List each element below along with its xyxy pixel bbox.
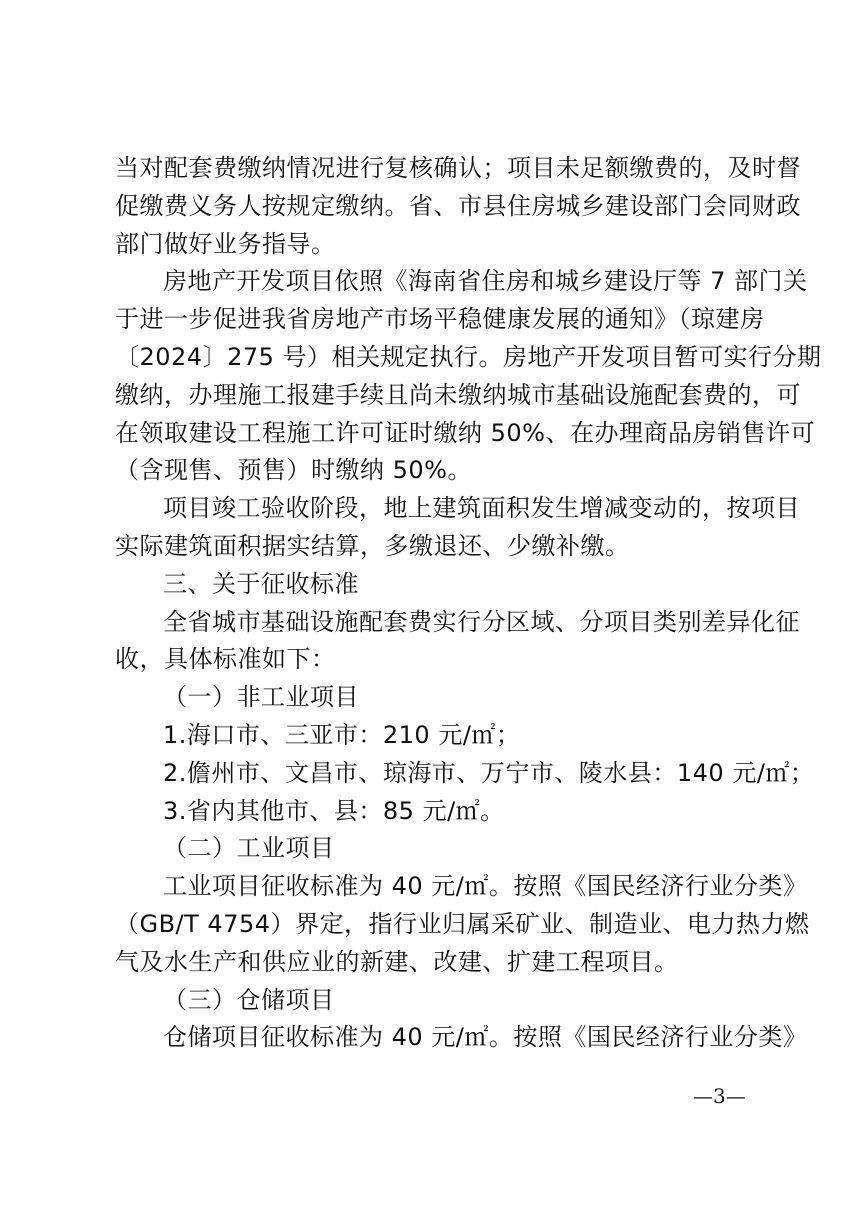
text-line: 于进一步促进我省房地产市场平稳健康发展的通知》（琼建房 xyxy=(115,305,765,334)
text-line: （二）工业项目 xyxy=(163,834,335,863)
text-line: 工业项目征收标准为 40 元/㎡。按照《国民经济行业分类》 xyxy=(163,872,808,901)
text-line: 全省城市基础设施配套费实行分区域、分项目类别差异化征 xyxy=(163,607,800,636)
text-line: 缴纳，办理施工报建手续且尚未缴纳城市基础设施配套费的，可 xyxy=(115,380,801,409)
text-line: 实际建筑面积据实结算，多缴退还、少缴补缴。 xyxy=(115,531,630,560)
text-line: （含现售、预售）时缴纳 50%。 xyxy=(115,456,472,485)
text-line: 促缴费义务人按规定缴纳。省、市县住房城乡建设部门会同财政 xyxy=(115,191,801,220)
text-line: 收，具体标准如下： xyxy=(115,645,336,674)
page-number: —3— xyxy=(693,1084,746,1108)
text-line: 项目竣工验收阶段，地上建筑面积发生增减变动的，按项目 xyxy=(163,494,800,523)
text-line: 仓储项目征收标准为 40 元/㎡。按照《国民经济行业分类》 xyxy=(163,1023,808,1052)
text-line: 在领取建设工程施工许可证时缴纳 50%、在办理商品房销售许可 xyxy=(115,418,815,447)
text-line: 〔2024〕275 号）相关规定执行。房地产开发项目暂可实行分期 xyxy=(115,342,822,371)
text-line: （GB/T 4754）界定，指行业归属采矿业、制造业、电力热力燃 xyxy=(115,909,810,938)
text-line: （三）仓储项目 xyxy=(163,985,335,1014)
text-line: 1.海口市、三亚市：210 元/㎡； xyxy=(163,720,521,749)
text-line: 气及水生产和供应业的新建、改建、扩建工程项目。 xyxy=(115,947,679,976)
text-line: 3.省内其他市、县：85 元/㎡。 xyxy=(163,796,505,825)
text-line: 2.儋州市、文昌市、琼海市、万宁市、陵水县：140 元/㎡； xyxy=(163,758,815,787)
text-line: 三、关于征收标准 xyxy=(163,569,359,598)
text-line: 房地产开发项目依照《海南省住房和城乡建设厅等 7 部门关 xyxy=(163,267,808,296)
body-text xyxy=(115,150,822,1057)
text-line: 当对配套费缴纳情况进行复核确认；项目未足额缴费的，及时督 xyxy=(115,154,801,182)
text-line: （一）非工业项目 xyxy=(163,683,359,712)
text-line: 部门做好业务指导。 xyxy=(115,229,336,258)
